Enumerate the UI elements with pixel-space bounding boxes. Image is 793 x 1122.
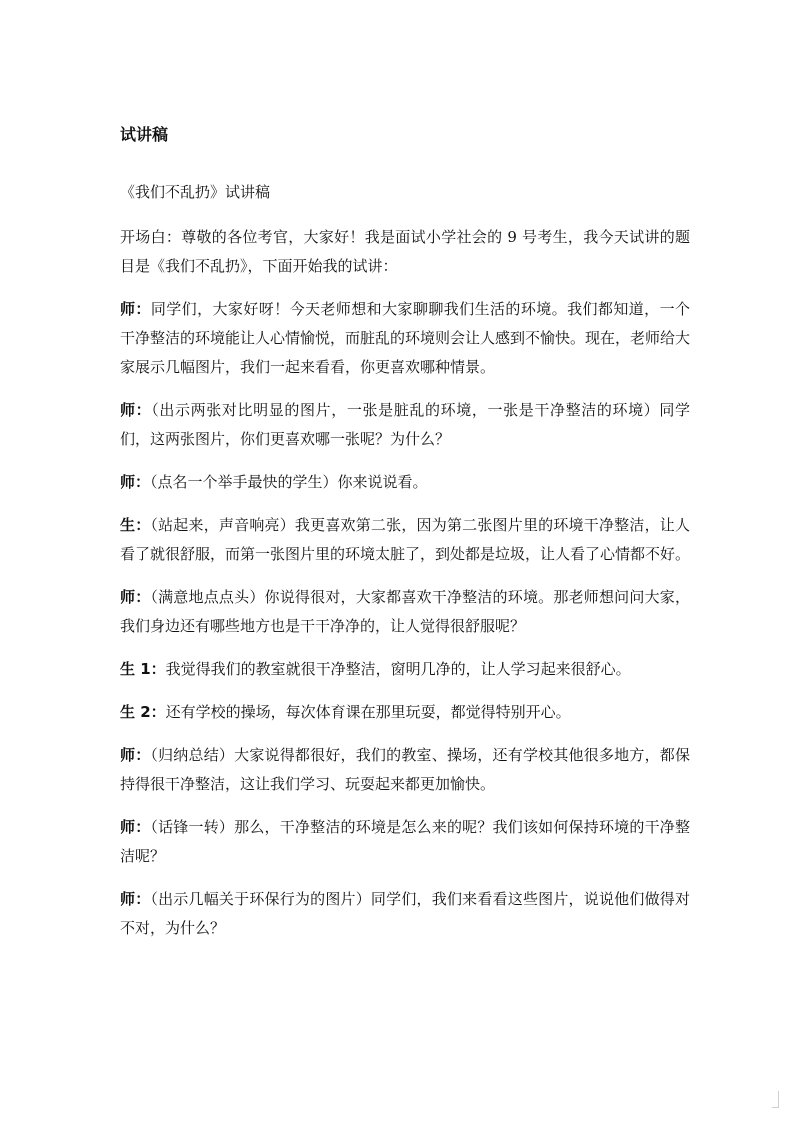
dialogue-text: 同学们，大家好呀！今天老师想和大家聊聊我们生活的环境。我们都知道，一个干净整洁的环境能让人心情愉悦，而脏乱的环境则会让人感到不愉快。现在，老师给大家展示几幅图片，我们一起来看看，你更喜欢哪种情景。 xyxy=(120,300,691,376)
dialogue-text: （出示两张对比明显的图片，一张是脏乱的环境，一张是干净整洁的环境）同学们，这两张图片，你们更喜欢哪一张呢？为什么？ xyxy=(120,401,690,448)
page-corner-mark xyxy=(772,1091,779,1108)
speaker-label: 生： xyxy=(120,516,151,534)
speaker-label: 生 1： xyxy=(120,660,166,678)
speaker-label: 师： xyxy=(120,818,151,836)
speaker-label: 师： xyxy=(120,300,151,318)
document-body xyxy=(120,122,690,957)
speaker-label: 师： xyxy=(120,473,151,491)
dialogue-text: （站起来，声音响亮）我更喜欢第二张，因为第二张图片里的环境干净整洁，让人看了就很舒服，而第一张图片里的环境太脏了，到处都是垃圾，让人看了心情都不好。 xyxy=(120,516,691,563)
dialogue-paragraph xyxy=(120,511,690,569)
dialogue-paragraph xyxy=(120,655,690,684)
speaker-label: 师： xyxy=(120,890,151,908)
dialogue-text: （满意地点点头）你说得很对，大家都喜欢干净整洁的环境。那老师想问问大家，我们身边还有哪些地方也是干干净净的，让人觉得很舒服呢？ xyxy=(120,588,690,635)
dialogue-text: （出示几幅关于环保行为的图片）同学们，我们来看看这些图片，说说他们做得对不对，为什么？ xyxy=(120,890,690,937)
speaker-label: 师： xyxy=(120,401,152,419)
dialogue-text: （点名一个举手最快的学生）你来说说看。 xyxy=(150,473,428,491)
dialogue-paragraph xyxy=(120,468,690,497)
dialogue-text: 还有学校的操场，每次体育课在那里玩耍，都觉得特别开心。 xyxy=(165,703,571,721)
dialogue-paragraph xyxy=(120,698,690,727)
dialogue-paragraph xyxy=(120,741,690,799)
speaker-label: 师： xyxy=(120,746,151,764)
speaker-label: 生 2： xyxy=(120,703,166,721)
dialogue-text: 我觉得我们的教室就很干净整洁，窗明几净的，让人学习起来很舒心。 xyxy=(165,660,631,678)
dialogue-paragraph xyxy=(120,885,690,943)
dialogue-paragraph xyxy=(120,396,690,454)
opening-paragraph: 开场白：尊敬的各位考官，大家好！我是面试小学社会的 9 号考生，我今天试讲的题目是《我们不乱扔》，下面开始我的试讲： xyxy=(120,228,690,275)
dialogue-paragraph xyxy=(120,813,690,871)
dialogue-text: （归纳总结）大家说得都很好，我们的教室、操场，还有学校其他很多地方，都保持得很干净整洁，这让我们学习、玩耍起来都更加愉快。 xyxy=(120,746,690,793)
dialogue-text: （话锋一转）那么，干净整洁的环境是怎么来的呢？我们该如何保持环境的干净整洁呢？ xyxy=(120,818,690,865)
dialogue-paragraph xyxy=(120,583,690,641)
speaker-label: 师： xyxy=(120,588,151,606)
dialogue-paragraph xyxy=(120,295,690,382)
document-title: 试讲稿 xyxy=(120,125,169,144)
lesson-title: 《我们不乱扔》试讲稿 xyxy=(120,183,271,201)
